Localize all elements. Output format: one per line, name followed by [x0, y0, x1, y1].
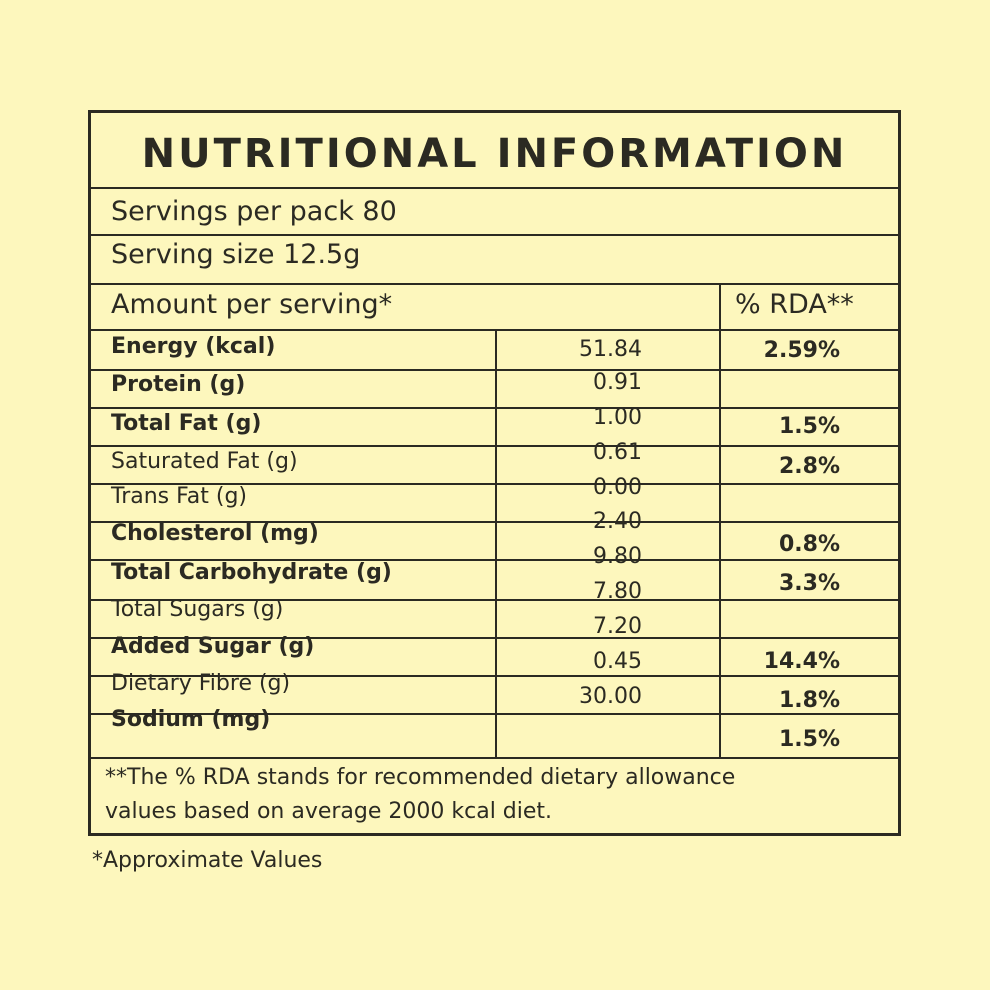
rda-value-energy: 2.59%	[763, 338, 840, 363]
nutrient-value-total-sugars: 7.80	[593, 579, 642, 604]
nutrient-value-total-carbohydrate: 9.80	[593, 544, 642, 569]
serving-size: Serving size 12.5g	[111, 239, 361, 270]
row-divider	[91, 369, 898, 371]
rda-value-added-sugar: 14.4%	[763, 649, 840, 674]
nutrient-name-added-sugar: Added Sugar (g)	[111, 634, 315, 659]
servings-per-pack: Servings per pack 80	[111, 196, 397, 227]
rda-value-cholesterol: 0.8%	[778, 532, 840, 557]
divider	[91, 757, 898, 759]
nutrient-value-cholesterol: 2.40	[593, 509, 642, 534]
nutrient-value-dietary-fibre: 0.45	[593, 649, 642, 674]
rda-footnote-line-2: values based on average 2000 kcal diet.	[105, 799, 553, 824]
rda-value-total-carbohydrate: 3.3%	[778, 571, 840, 596]
rda-value-total-fat: 1.5%	[778, 414, 840, 439]
divider	[91, 283, 898, 285]
nutrient-value-trans-fat: 0.00	[593, 475, 642, 500]
column-divider	[719, 283, 721, 757]
nutrition-panel	[88, 110, 901, 836]
nutrient-name-trans-fat: Trans Fat (g)	[111, 484, 247, 509]
nutrient-name-total-sugars: Total Sugars (g)	[111, 597, 284, 622]
divider	[91, 234, 898, 236]
divider	[91, 187, 898, 189]
row-divider	[91, 445, 898, 447]
row-divider	[91, 407, 898, 409]
nutrient-value-protein: 0.91	[593, 370, 642, 395]
nutrient-name-energy: Energy (kcal)	[111, 334, 276, 359]
nutrient-name-total-carbohydrate: Total Carbohydrate (g)	[111, 560, 392, 585]
nutrient-name-total-fat: Total Fat (g)	[111, 411, 262, 436]
rda-footnote-line-1: **The % RDA stands for recommended dietary allowance	[105, 765, 736, 790]
rda-value-dietary-fibre: 1.8%	[778, 688, 840, 713]
nutrient-name-cholesterol: Cholesterol (mg)	[111, 521, 319, 546]
rda-header: % RDA**	[735, 289, 854, 320]
nutrient-name-saturated-fat: Saturated Fat (g)	[111, 449, 298, 474]
rda-footnote	[105, 761, 735, 829]
rda-value-saturated-fat: 2.8%	[778, 454, 840, 479]
column-divider	[495, 329, 497, 757]
approximate-values-note: *Approximate Values	[92, 848, 323, 873]
nutrient-name-sodium: Sodium (mg)	[111, 707, 271, 732]
nutrient-value-total-fat: 1.00	[593, 405, 642, 430]
rda-value-sodium: 1.5%	[778, 727, 840, 752]
nutrient-value-energy: 51.84	[579, 337, 642, 362]
nutrient-name-dietary-fibre: Dietary Fibre (g)	[111, 671, 291, 696]
nutrient-value-sodium: 30.00	[579, 684, 642, 709]
nutrient-value-added-sugar: 7.20	[593, 614, 642, 639]
nutrient-value-saturated-fat: 0.61	[593, 440, 642, 465]
nutrient-name-protein: Protein (g)	[111, 372, 246, 397]
panel-title: NUTRITIONAL INFORMATION	[141, 131, 848, 177]
amount-per-serving-header: Amount per serving*	[111, 289, 393, 320]
